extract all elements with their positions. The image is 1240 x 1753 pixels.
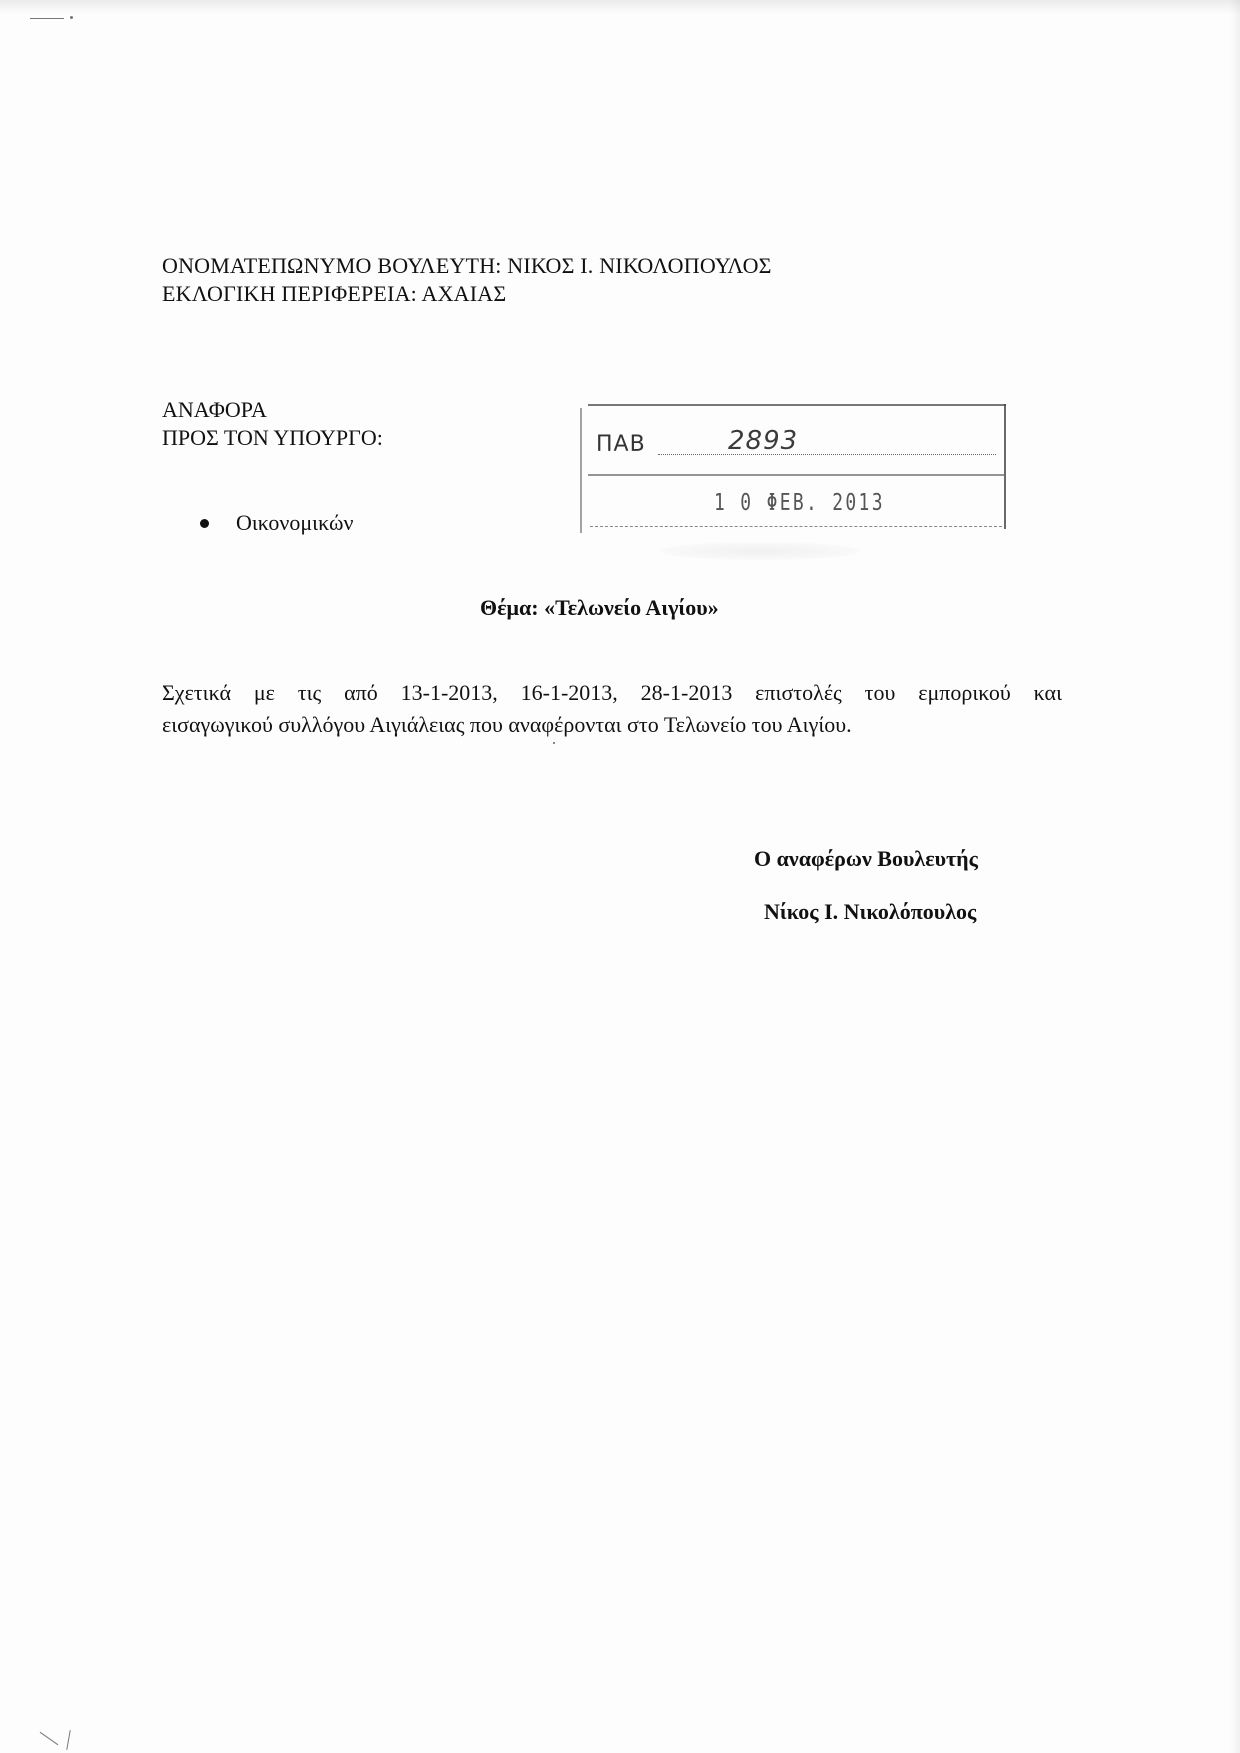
body-line-1: Σχετικά με τις από 13-1-2013, 16-1-2013, 28-1-2013 επιστολές του εμπορικού και — [162, 680, 1062, 705]
stamp-label: ΠΑΒ — [596, 432, 646, 457]
scan-speck — [553, 742, 555, 744]
scan-mark-bottom-left — [40, 1732, 59, 1745]
signature-name: Νίκος Ι. Νικολόπουλος — [764, 899, 977, 924]
stamp-border-right — [1004, 404, 1006, 529]
mp-name-line: ΟΝΟΜΑΤΕΠΩΝΥΜΟ ΒΟΥΛΕΥΤΗ: ΝΙΚΟΣ Ι. ΝΙΚΟΛΟΠΟΥΛΟΣ — [162, 253, 772, 278]
document-header — [162, 252, 772, 308]
stamp-border-bottom — [590, 526, 1002, 527]
report-to-label: ΠΡΟΣ ΤΟΝ ΥΠΟΥΡΓΟ: — [162, 425, 383, 450]
scan-mark-bottom-left-2 — [66, 1730, 70, 1750]
signature-title: Ο αναφέρων Βουλευτής — [754, 846, 978, 871]
stamp-divider — [588, 474, 1004, 476]
document-body — [162, 677, 1062, 741]
scan-mark-top-left-dot — [70, 16, 73, 19]
stamp-date: 1 0 ΦΕΒ. 2013 — [714, 490, 885, 516]
stamp-dotted-line — [658, 454, 996, 455]
report-type-label: ΑΝΑΦΟΡΑ — [162, 397, 267, 422]
stamp-border-left — [580, 408, 582, 533]
stamp-smudge — [660, 542, 860, 560]
recipient-ministry: Οικονομικών — [236, 510, 354, 535]
recipient-list-item — [200, 509, 353, 537]
document-subject: Θέμα: «Τελωνείο Αιγίου» — [480, 595, 719, 620]
constituency-line: ΕΚΛΟΓΙΚΗ ΠΕΡΙΦΕΡΕΙΑ: ΑΧΑΙΑΣ — [162, 281, 507, 306]
signature-block — [754, 845, 978, 926]
report-block — [162, 396, 383, 452]
stamp-protocol-number: 2893 — [728, 426, 799, 456]
body-line-2: εισαγωγικού συλλόγου Αιγιάλειας που αναφέρονται στο Τελωνείο του Αιγίου. — [162, 712, 852, 737]
scan-shadow-top — [0, 0, 1240, 14]
scan-shadow-right — [1230, 0, 1240, 1753]
stamp-border-top — [588, 404, 1006, 406]
registry-stamp — [580, 402, 1006, 532]
scan-mark-top-left — [30, 18, 64, 19]
bullet-icon — [200, 519, 209, 528]
